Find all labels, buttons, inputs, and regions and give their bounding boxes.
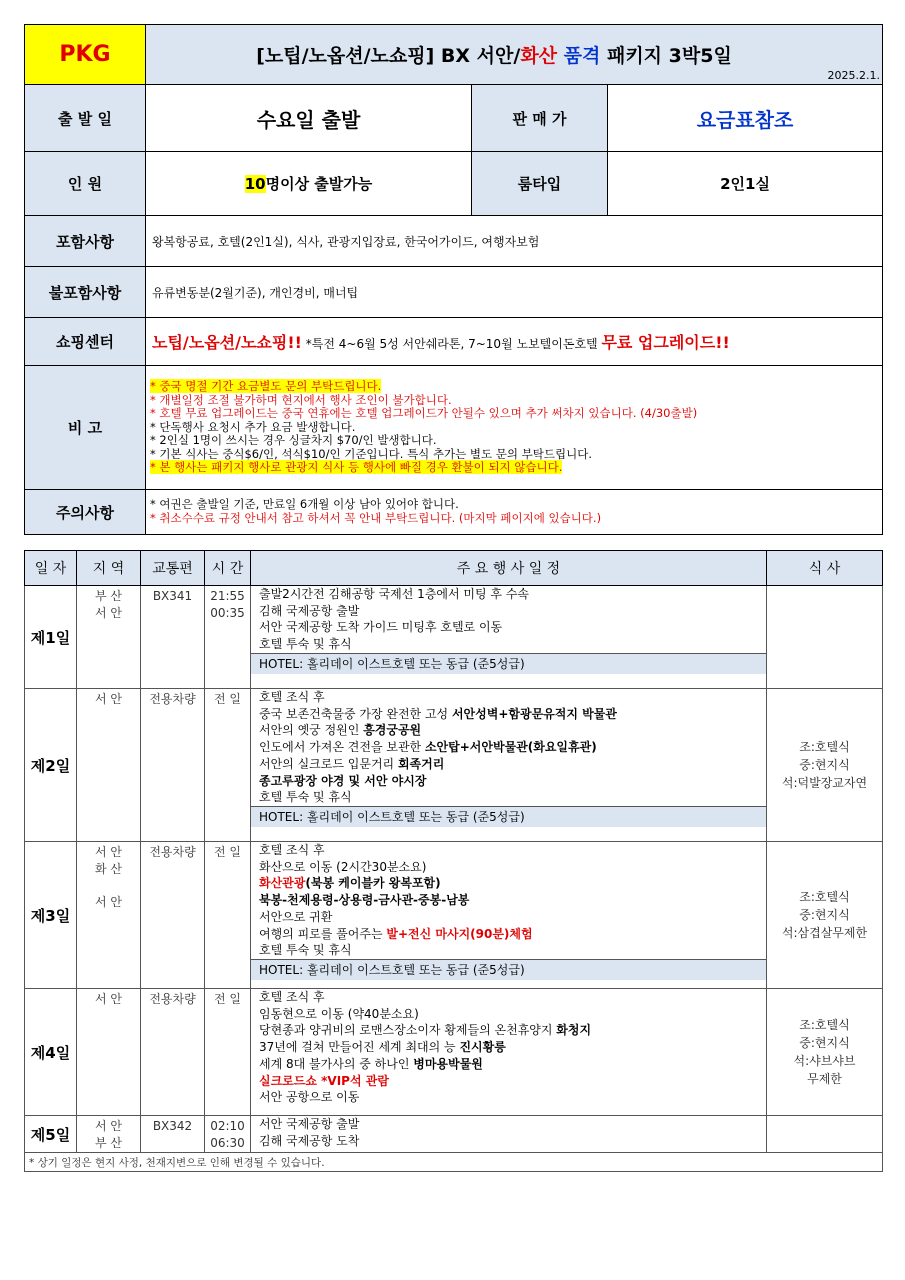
activity: 호텔 조식 후	[259, 843, 325, 857]
caution-label: 주의사항	[25, 490, 146, 535]
day2-label: 제2일	[25, 689, 77, 842]
day1-row	[25, 586, 883, 689]
day1-activities	[251, 586, 767, 689]
day5-transport: BX342	[141, 1116, 205, 1153]
activity: 서안으로 귀환	[259, 909, 333, 924]
day3-label: 제3일	[25, 842, 77, 989]
activity: 서안 국제공항 도착 가이드 미팅후 호텔로 이동	[259, 620, 503, 635]
col-region: 지 역	[77, 551, 141, 586]
day3-transport: 전용차량	[141, 842, 205, 989]
activity: 서안의 옛궁 정원인 흥경궁공원	[259, 723, 422, 738]
price-value: 요금표참조	[608, 85, 883, 152]
title-part2: 패키지 3박5일	[600, 45, 732, 67]
day4-time: 전 일	[205, 989, 251, 1116]
day4-meal: 조:호텔식 중:현지식 석:샤브샤브 무제한	[767, 989, 883, 1116]
day4-region: 서 안	[77, 989, 141, 1116]
departure-label: 출 발 일	[25, 85, 146, 152]
itinerary-table	[24, 550, 883, 1172]
included-value: 왕복항공료, 호텔(2인1실), 식사, 관광지입장료, 한국어가이드, 여행자보험	[146, 216, 883, 267]
shopping-value	[146, 318, 883, 366]
day5-activities	[251, 1116, 767, 1153]
day2-time: 전 일	[205, 689, 251, 842]
activity: 출발2시간전 김해공항 국제선 1층에서 미팅 후 수속	[259, 587, 529, 601]
day1-transport: BX341	[141, 586, 205, 689]
activity: 북봉-천제용령-상용령-금사관-중봉-남봉	[259, 893, 470, 908]
day3-time: 전 일	[205, 842, 251, 989]
day2-row	[25, 689, 883, 842]
note-item: * 본 행사는 패키지 행사로 관광지 식사 등 행사에 빠질 경우 환불이 되지 않습니다.	[150, 460, 563, 475]
excluded-label: 불포함사항	[25, 267, 146, 318]
col-main: 주 요 행 사 일 정	[251, 551, 767, 586]
day2-activities	[251, 689, 767, 842]
day4-label: 제4일	[25, 989, 77, 1116]
people-value	[146, 152, 472, 216]
day1-time: 21:55 00:35	[205, 586, 251, 689]
col-meal: 식 사	[767, 551, 883, 586]
footnote: * 상기 일정은 현지 사정, 천재지변으로 인해 변경될 수 있습니다.	[25, 1153, 883, 1172]
people-label: 인 원	[25, 152, 146, 216]
caution-list	[146, 490, 883, 535]
day4-row	[25, 989, 883, 1116]
col-day: 일 자	[25, 551, 77, 586]
col-time: 시 간	[205, 551, 251, 586]
activity: 호텔 투숙 및 휴식	[259, 943, 352, 958]
day3-row	[25, 842, 883, 989]
title-part1: [노팁/노옵션/노쇼핑] BX 서안/	[256, 45, 521, 67]
activity: 서안 국제공항 출발	[259, 1117, 360, 1131]
col-transport: 교통편	[141, 551, 205, 586]
day2-meal: 조:호텔식 중:현지식 석:덕발장교자연	[767, 689, 883, 842]
day3-region: 서 안 화 산 서 안	[77, 842, 141, 989]
note-item: * 단독행사 요청시 추가 요금 발생합니다.	[150, 419, 356, 434]
caution-item: * 취소수수료 규정 안내서 참고 하셔서 꼭 안내 부탁드립니다. (마지막 페이지에 있습니다.)	[150, 511, 602, 525]
people-text: 명이상 출발가능	[265, 175, 373, 193]
activity: 중국 보존건축물중 가장 완전한 고성 서안성벽+함광문유적지 박물관	[259, 706, 617, 721]
activity: 당현종과 양귀비의 로맨스장소이자 황제들의 온천휴양지 화청지	[259, 1023, 592, 1038]
day5-region: 서 안 부 산	[77, 1116, 141, 1153]
activity: 김해 국제공항 출발	[259, 603, 360, 618]
shopping-upgrade: 무료 업그레이드!!	[601, 333, 730, 352]
day3-activities	[251, 842, 767, 989]
activity: 종고루광장 야경 및 서안 야시장	[259, 773, 427, 788]
day4-activities	[251, 989, 767, 1116]
activity: 화산으로 이동 (2시간30분소요)	[259, 859, 427, 874]
day5-row	[25, 1116, 883, 1153]
page-title	[146, 25, 883, 85]
excluded-value: 유류변동분(2월기준), 개인경비, 매너팁	[146, 267, 883, 318]
activity: 호텔 투숙 및 휴식	[259, 790, 352, 805]
note-item: * 기본 식사는 중식$6/인, 석식$10/인 기준입니다. 특식 추가는 별도 문의 부탁드립니다.	[150, 446, 592, 461]
activity: 실크로드쇼 *VIP석 관람	[259, 1073, 389, 1088]
shopping-red: 노팁/노옵션/노쇼핑!!	[152, 333, 302, 352]
note-item: * 호텔 무료 업그레이드는 중국 연휴에는 호텔 업그레이드가 안될수 있으며 추가 써차지 있습니다. (4/30출발)	[150, 406, 698, 421]
activity: 세계 8대 불가사의 중 하나인 병마용박물원	[259, 1056, 483, 1071]
day4-transport: 전용차량	[141, 989, 205, 1116]
activity: 화산관광(북봉 케이블카 왕복포함)	[259, 876, 441, 891]
activity: 호텔 투숙 및 휴식	[259, 637, 352, 652]
doc-date: 2025.2.1.	[827, 69, 881, 82]
people-number: 10	[244, 175, 266, 193]
note-item: * 중국 명절 기간 요금별도 문의 부탁드립니다.	[150, 378, 382, 393]
departure-value: 수요일 출발	[146, 85, 472, 152]
day2-transport: 전용차량	[141, 689, 205, 842]
caution-item: * 여권은 출발일 기준, 만료일 6개월 이상 남아 있어야 합니다.	[150, 497, 459, 512]
shopping-text: *특전 4~6월 5성 서안쉐라톤, 7~10월 노보텔이돈호텔	[301, 337, 602, 351]
day1-meal	[767, 586, 883, 689]
day5-meal	[767, 1116, 883, 1153]
activity: 서안 공항으로 이동	[259, 1090, 360, 1105]
activity: 서안의 실크로드 입문거리 회족거리	[259, 756, 445, 771]
activity: 호텔 조식 후	[259, 690, 325, 704]
activity: 인도에서 가져온 견전을 보관한 소안탑+서안박물관(화요일휴관)	[259, 740, 597, 755]
activity: 임동현으로 이동 (약40분소요)	[259, 1006, 419, 1021]
included-label: 포함사항	[25, 216, 146, 267]
day2-hotel: HOTEL: 홀리데이 이스트호텔 또는 동급 (준5성급)	[251, 806, 766, 827]
day1-hotel: HOTEL: 홀리데이 이스트호텔 또는 동급 (준5성급)	[251, 653, 766, 674]
notes-list	[146, 366, 883, 490]
day5-time: 02:10 06:30	[205, 1116, 251, 1153]
note-item: * 2인실 1명이 쓰시는 경우 싱글차지 $70/인 발생합니다.	[150, 433, 437, 448]
day1-label: 제1일	[25, 586, 77, 689]
activity: 37년에 걸쳐 만들어진 세계 최대의 능 진시황릉	[259, 1040, 506, 1055]
note-item: * 개별일정 조절 불가하며 현지에서 행사 조인이 불가합니다.	[150, 392, 452, 407]
day2-region: 서 안	[77, 689, 141, 842]
activity: 김해 국제공항 도착	[259, 1133, 360, 1148]
title-red: 화산	[520, 45, 558, 67]
title-blue: 품격	[557, 45, 601, 67]
notes-label: 비 고	[25, 366, 146, 490]
activity: 호텔 조식 후	[259, 990, 325, 1004]
day5-label: 제5일	[25, 1116, 77, 1153]
price-label: 판 매 가	[472, 85, 608, 152]
activity: 여행의 피로를 풀어주는 발+전신 마사지(90분)체험	[259, 926, 533, 941]
day1-region: 부 산 서 안	[77, 586, 141, 689]
day3-meal: 조:호텔식 중:현지식 석:삼겹살무제한	[767, 842, 883, 989]
shopping-label: 쇼핑센터	[25, 318, 146, 366]
room-label: 룸타입	[472, 152, 608, 216]
package-info-table	[24, 24, 883, 535]
pkg-badge: PKG	[25, 25, 146, 85]
day3-hotel: HOTEL: 홀리데이 이스트호텔 또는 동급 (준5성급)	[251, 959, 766, 980]
room-value: 2인1실	[608, 152, 883, 216]
